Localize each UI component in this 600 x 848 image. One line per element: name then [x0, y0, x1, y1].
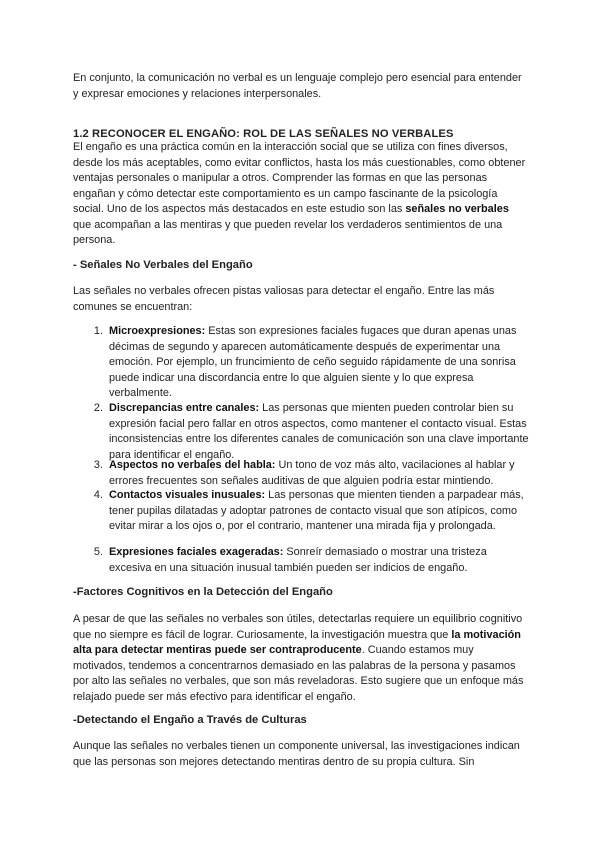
list-item-text: Un tono de voz más alto, vacilaciones al hablar y errores frecuentes son señales auditivas de que alguien podría estar mintiendo.: [109, 459, 515, 487]
senales-intro: [73, 284, 528, 315]
section-bold-1: señales no verbales: [405, 203, 509, 215]
culturas-text: Aunque las señales no verbales tienen un componente universal, las investigaciones indican que las personas son mejores detectando mentiras dentro de su propia cultura. Sin: [73, 740, 520, 768]
factores-text-1: A pesar de que las señales no verbales son útiles, detectarlas requiere un equilibrio cognitivo que no siempre es fácil de lograr. Curiosamente, la investigación muestra que: [73, 613, 523, 641]
intro-text: En conjunto, la comunicación no verbal es un lenguaje complejo pero esencial para entender y expresar emociones y relaciones interpersonales.: [73, 72, 522, 100]
list-item-text: Sonreír demasiado o mostrar una tristeza excesiva en una situación inusual también pueden ser indicios de engaño.: [109, 546, 487, 574]
list-number: 1.: [93, 325, 103, 337]
section-heading: 1.2 RECONOCER EL ENGAÑO: ROL DE LAS SEÑALES NO VERBALES: [73, 128, 454, 140]
section-text-2: que acompañan a las mentiras y que pueden revelar los verdaderos sentimientos de una persona.: [73, 218, 503, 246]
list-item-title: Contactos visuales inusuales:: [109, 489, 266, 501]
senales-intro-text: Las señales no verbales ofrecen pistas valiosas para detectar el engaño. Entre las más comunes se encuentran:: [73, 285, 495, 313]
list-item-text: Las personas que mienten pueden controlar bien su expresión facial pero fallar en otros aspectos, como mantener el contacto visual. Estas inconsistencias entre los diferentes canales de comunicación son una clave importante para identificar el engaño.: [109, 402, 529, 461]
subheading-factores: -Factores Cognitivos en la Detección del Engaño: [73, 586, 333, 598]
list-item-title: Aspectos no verbales del habla:: [109, 459, 276, 471]
list-item-title: Discrepancias entre canales:: [109, 402, 260, 414]
list-item: [93, 324, 529, 402]
list-item-text: Las personas que mienten tienden a parpadear más, tener pupilas dilatadas y adoptar patrones de contacto visual que son atípicos, como evitar mirar a los ojos o, por el contrario, mantener una mirada fija y prolongada.: [109, 489, 524, 532]
factores-paragraph: [73, 612, 528, 705]
list-item: [93, 488, 529, 535]
list-number: 4.: [93, 489, 103, 501]
intro-paragraph: [73, 71, 528, 102]
factores-text-2: . Cuando estamos muy motivados, tendemos a concentrarnos demasiado en las palabras de la persona y pasamos por alto las señales no verbales, que son más reveladoras. Esto sugiere que un enfoque más relajado puede ser más efectivo para identificar el engaño.: [73, 644, 524, 703]
list-item-title: Expresiones faciales exageradas:: [109, 546, 284, 558]
list-item-title: Microexpresiones:: [109, 325, 206, 337]
culturas-paragraph: [73, 739, 528, 770]
list-item: [93, 458, 529, 489]
subheading-senales: - Señales No Verbales del Engaño: [73, 259, 253, 271]
subheading-culturas: -Detectando el Engaño a Través de Culturas: [73, 714, 307, 726]
list-item: [93, 545, 529, 576]
list-number: 5.: [93, 546, 103, 558]
section-paragraph: [73, 140, 528, 249]
list-number: 3.: [93, 459, 103, 471]
list-number: 2.: [93, 402, 103, 414]
list-item-text: Estas son expresiones faciales fugaces que duran apenas unas décimas de segundo y aparecen automáticamente después de experimentar una emoción. Por ejemplo, un fruncimiento de ceño seguido rápidamente de una sonrisa puede indicar una discordancia entre lo que alguien siente y lo que expresa verbalmente.: [109, 325, 517, 399]
section-text-1: El engaño es una práctica común en la interacción social que se utiliza con fines diversos, desde los más aceptables, como evitar conflictos, hasta los más cuestionables, como obtener ventajas personales o manipular a otros. Comprender las formas en que las personas engañan y cómo detectar este comportamiento es un campo fascinante de la psicología social. Uno de los aspectos más destacados en este estudio son las: [73, 141, 526, 215]
list-item: [93, 401, 529, 463]
factores-bold-1: la motivación alta para detectar mentiras puede ser contraproducente: [73, 628, 521, 656]
